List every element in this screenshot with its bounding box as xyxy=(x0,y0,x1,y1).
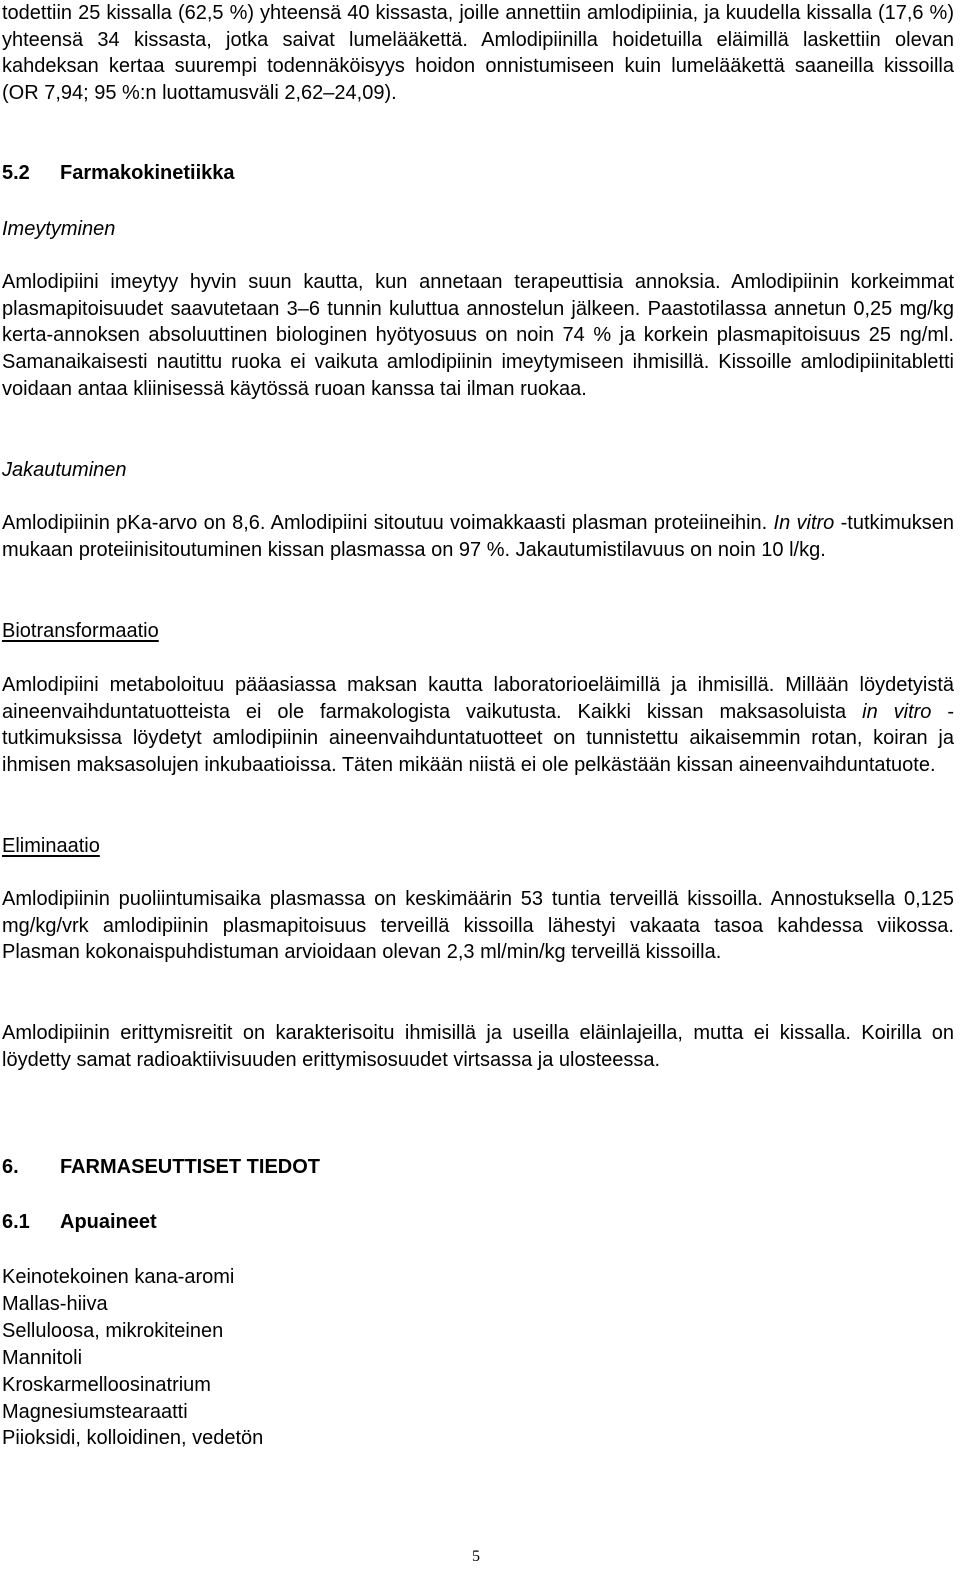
section-title: FARMASEUTTISET TIEDOT xyxy=(60,1156,320,1178)
distribution-subheading: Jakautuminen xyxy=(2,459,127,481)
page-number: 5 xyxy=(472,1548,480,1565)
section-number: 6. xyxy=(2,1156,19,1178)
biotransformation-text-before: Amlodipiini metaboloituu pääasiassa maksan kautta laboratorioeläimillä ja ihmisillä. Millään löydetyistä aineenvaihduntatuotteista ei ole farmakologista vaikutusta. Kaikki kissan maksasoluista xyxy=(2,674,954,723)
distribution-italic: In vitro xyxy=(773,512,835,534)
section-number: 6.1 xyxy=(2,1211,30,1233)
list-item: Kroskarmelloosinatrium xyxy=(2,1373,211,1396)
elimination-paragraph-2: Amlodipiinin erittymisreitit on karakterisoitu ihmisillä ja useilla eläinlajeilla, mutta ei kissalla. Koirilla on löydetty samat radioaktiivisuuden erittymisosuudet virtsassa ja ulosteessa. xyxy=(2,1022,954,1071)
biotransformation-subheading: Biotransformaatio xyxy=(2,620,159,642)
list-item: Magnesiumstearaatti xyxy=(2,1400,188,1423)
intro-paragraph: todettiin 25 kissalla (62,5 %) yhteensä 40 kissasta, joille annettiin amlodipiinia, ja kuudella kissalla (17,6 %) yhteensä 34 kissasta, jotka saivat lumelääkettä. Amlodipiinilla hoidetuilla eläimillä laskettiin olevan kahdeksan kertaa suurempi todennäköisyys hoidon onnistumiseen kuin lumelääkettä saaneilla kissoilla (OR 7,94; 95 %:n luottamusväli 2,62–24,09). xyxy=(2,2,954,105)
biotransformation-paragraph xyxy=(2,672,954,779)
list-item: Mannitoli xyxy=(2,1346,83,1369)
absorption-paragraph: Amlodipiini imeytyy hyvin suun kautta, kun annetaan terapeuttisia annoksia. Amlodipiinin korkeimmat plasmapitoisuudet saavutetaan 3–6 tunnin kuluttua annostelun jälkeen. Paastotilassa annetun 0,25 mg/kg kerta-annoksen absoluuttinen biologinen hyötyosuus on noin 74 % ja korkein plasmapitoisuus 25 ng/ml. Samanaikaisesti nautittu ruoka ei vaikuta amlodipiinin imeytymiseen ihmisillä. Kissoille amlodipiinitabletti voidaan antaa kliinisessä käytössä ruoan kanssa tai ilman ruokaa. xyxy=(2,271,954,400)
section-6-1-heading xyxy=(2,1209,157,1235)
distribution-text-before: Amlodipiinin pKa-arvo on 8,6. Amlodipiini sitoutuu voimakkaasti plasman proteiineihin. xyxy=(2,512,774,534)
list-item: Piioksidi, kolloidinen, vedetön xyxy=(2,1427,264,1450)
biotransformation-text-after: -tutkimuksissa löydetyt amlodipiinin aineenvaihduntatuotteet on tunnistettu aikaisemmin rotan, koiran ja ihmisen maksasolujen inkubaatioissa. Täten mikään niistä ei ole pelkästään kissan aineenvaihduntatuote. xyxy=(2,700,955,777)
section-number: 5.2 xyxy=(2,162,30,184)
section-title: Farmakokinetiikka xyxy=(60,162,235,184)
list-item: Keinotekoinen kana-aromi xyxy=(2,1266,235,1288)
distribution-text-after: -tutkimuksen mukaan proteiinisitoutuminen kissan plasmassa on 97 %. Jakautumistilavuus on noin 10 l/kg. xyxy=(2,512,954,561)
absorption-subheading: Imeytyminen xyxy=(2,218,116,240)
elimination-paragraph-1: Amlodipiinin puoliintumisaika plasmassa on keskimäärin 53 tuntia terveillä kissoilla. Annostuksella 0,125 mg/kg/vrk amlodipiinin plasmapitoisuus terveillä kissoilla lähestyi vakaata tasoa kahdessa viikossa. Plasman kokonaispuhdistuman arvioidaan olevan 2,3 ml/min/kg terveillä kissoilla. xyxy=(2,888,954,964)
elimination-subheading: Eliminaatio xyxy=(2,835,100,857)
list-item: Mallas-hiiva xyxy=(2,1292,108,1315)
biotransformation-italic: in vitro xyxy=(862,700,932,723)
section-title: Apuaineet xyxy=(60,1211,157,1233)
list-item: Selluloosa, mikrokiteinen xyxy=(2,1319,224,1342)
excipients-list xyxy=(2,1264,263,1452)
distribution-paragraph xyxy=(2,510,954,563)
section-5-2-heading xyxy=(2,160,235,186)
section-6-heading xyxy=(2,1154,320,1180)
